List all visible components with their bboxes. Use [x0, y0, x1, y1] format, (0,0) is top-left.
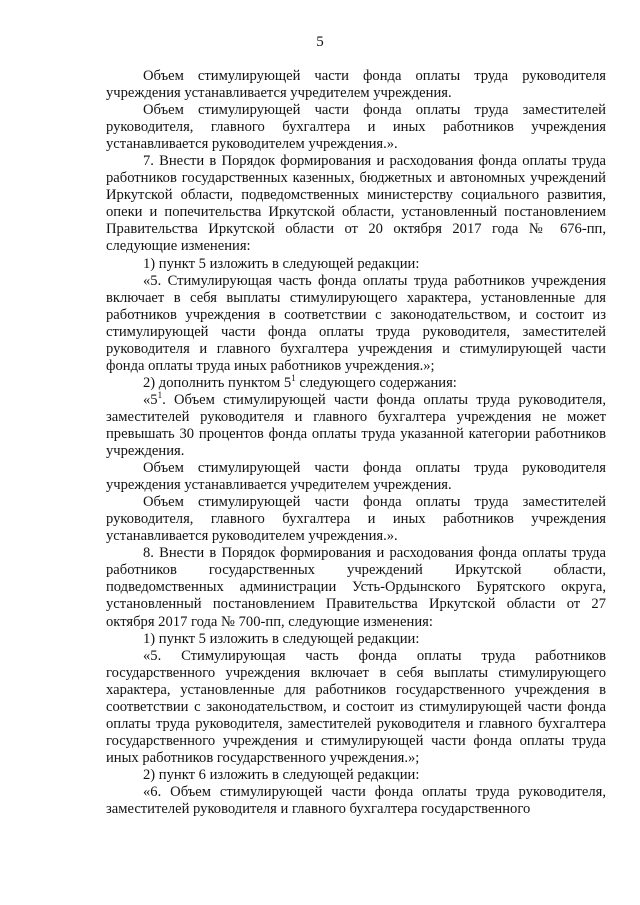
paragraph: Объем стимулирующей части фонда оплаты труда руководителя учреждения устанавливается учредителем учреждения. [106, 68, 606, 102]
paragraph: Объем стимулирующей части фонда оплаты труда руководителя учреждения устанавливается учредителем учреждения. [106, 460, 606, 494]
paragraph-with-superscript [106, 389, 606, 460]
paragraph-text: следующего содержания: [295, 374, 457, 391]
paragraph: 2) пункт 6 изложить в следующей редакции: [143, 766, 420, 783]
document-body [106, 68, 606, 818]
paragraph-section-8: 8. Внести в Порядок формирования и расходования фонда оплаты труда работников государственных учреждений Иркутской области, подведомственных администрации Усть-Ордынского Бурятского округа, установленный постановлением Правительства Иркутской области от 27 октября 2017 года № 700-пп, следующие изменения: [106, 545, 606, 630]
paragraph-section-7: 7. Внести в Порядок формирования и расходования фонда оплаты труда работников государственных казенных, бюджетных и автономных учреждений Иркутской области, подведомственных министерству социального развития, опеки и попечительства Иркутской области, установленный постановлением Правительства Иркутской области от 20 октября 2017 года № 676-пп, следующие изменения: [106, 153, 606, 255]
paragraph: Объем стимулирующей части фонда оплаты труда заместителей руководителя, главного бухгалтера и иных работников учреждения устанавливается руководителем учреждения.». [106, 102, 606, 153]
paragraph: «6. Объем стимулирующей части фонда оплаты труда руководителя, заместителей руководителя и главного бухгалтера государственного [106, 783, 606, 818]
paragraph: «5. Стимулирующая часть фонда оплаты труда работников государственного учреждения включает в себя выплаты стимулирующего характера, установленные для работников государственного учреждения в соответствии с законодательством, и состоит из стимулирующей части фонда оплаты труда руководителя, заместителей руководителя и главного бухгалтера государственного учреждения и стимулирующей части фонда оплаты труда иных работников государственного учреждения.»; [106, 647, 606, 766]
superscript: 1 [291, 372, 296, 383]
paragraph: 1) пункт 5 изложить в следующей редакции: [143, 255, 420, 272]
paragraph-text: «5 [143, 391, 158, 408]
paragraph-text: . Объем стимулирующей части фонда оплаты труда руководителя, заместителей руководителя и главного бухгалтера учреждения не может превышать 30 процентов фонда оплаты труда указанной категории работников учреждения. [106, 391, 606, 460]
paragraph-with-superscript [106, 372, 606, 392]
paragraph: Объем стимулирующей части фонда оплаты труда заместителей руководителя, главного бухгалтера и иных работников учреждения устанавливается руководителем учреждения.». [106, 494, 606, 545]
paragraph-text: 2) дополнить пунктом 5 [143, 374, 292, 391]
superscript: 1 [157, 389, 163, 400]
page-number: 5 [316, 34, 324, 50]
paragraph: «5. Стимулирующая часть фонда оплаты труда работников учреждения включает в себя выплаты стимулирующего характера, установленные для работников учреждения в соответствии с законодательством, и состоит из стимулирующей части фонда оплаты труда руководителя, заместителей руководителя и главного бухгалтера учреждения и стимулирующей части фонда оплаты труда иных работников учреждения.»; [106, 272, 606, 374]
paragraph: 1) пункт 5 изложить в следующей редакции: [143, 630, 420, 647]
